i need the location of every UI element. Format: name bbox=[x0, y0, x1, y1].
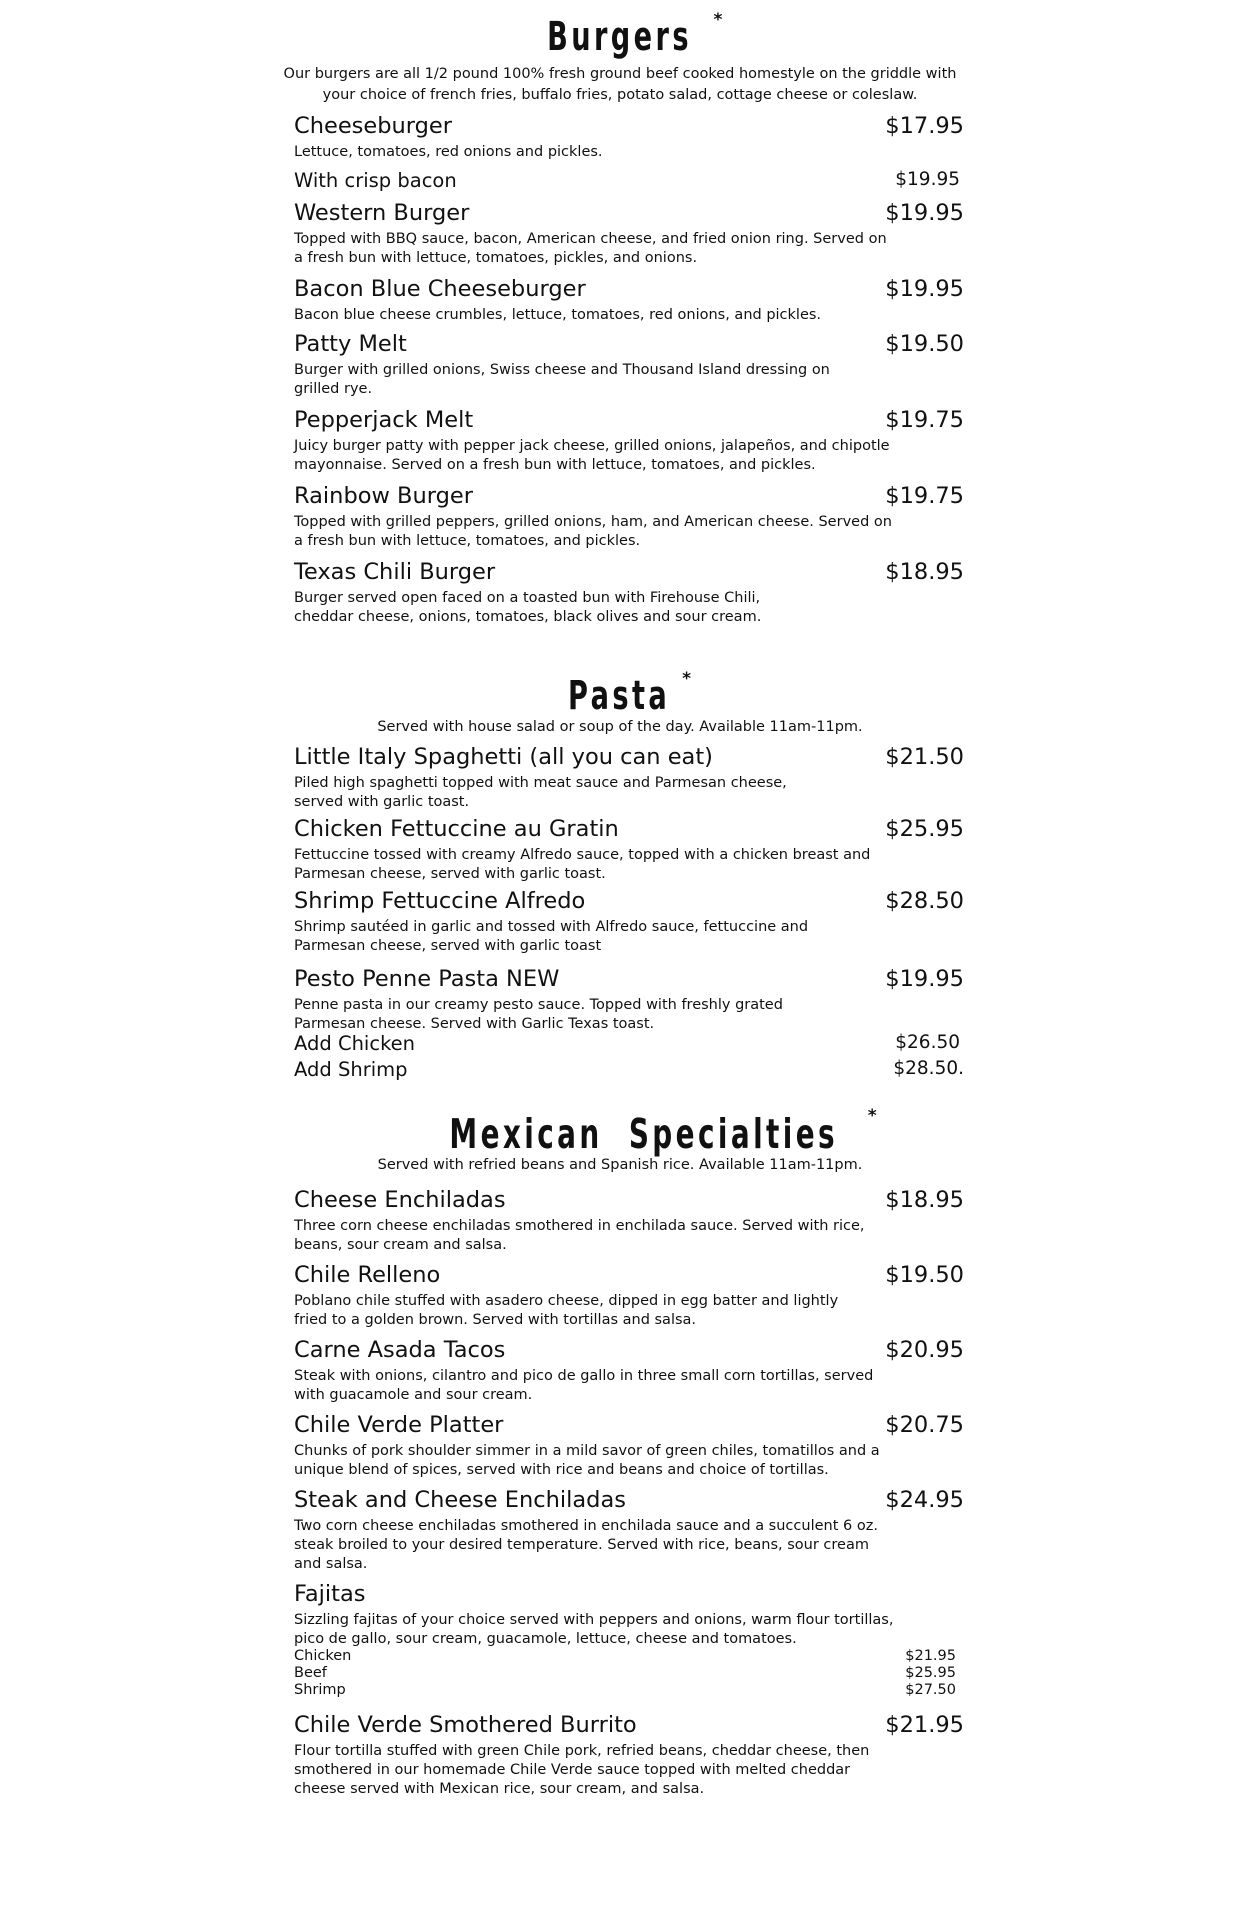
item-description: Piled high spaghetti topped with meat sauce and Parmesan cheese, served with garlic toast. bbox=[294, 775, 787, 810]
item-description: Topped with grilled peppers, grilled onions, ham, and American cheese. Served on a fresh bun with lettuce, tomatoes, and pickles. bbox=[294, 514, 892, 549]
menu-item-chicken-fettuccine bbox=[294, 816, 966, 884]
item-name: Texas Chili Burger bbox=[294, 559, 496, 585]
option-label: Beef bbox=[294, 1665, 327, 1681]
menu-item-chile-relleno bbox=[294, 1262, 966, 1330]
mexican-intro: Served with refried beans and Spanish rice. Available 11am-11pm. bbox=[377, 1157, 863, 1173]
menu-item-western-burger bbox=[294, 200, 966, 268]
item-price: $20.95 bbox=[885, 1337, 964, 1363]
item-name: Carne Asada Tacos bbox=[294, 1337, 506, 1363]
item-description: Flour tortilla stuffed with green Chile pork, refried beans, cheddar cheese, then smothered in our homemade Chile Verde sauce topped with melted cheddar cheese served with Mexican rice, sour cream, and salsa. bbox=[294, 1743, 870, 1797]
item-name: Chile Verde Smothered Burrito bbox=[294, 1712, 637, 1738]
add-shrimp-option bbox=[294, 1058, 966, 1084]
addon-price: $28.50. bbox=[893, 1058, 964, 1079]
menu-item-patty-melt bbox=[294, 331, 966, 399]
item-description: Shrimp sautéed in garlic and tossed with Alfredo sauce, fettuccine and Parmesan cheese, served with garlic toast bbox=[294, 919, 809, 954]
item-name: Fajitas bbox=[294, 1581, 366, 1607]
item-description: Penne pasta in our creamy pesto sauce. Topped with freshly grated Parmesan cheese. Served with Garlic Texas toast. bbox=[294, 997, 783, 1032]
item-price: $20.75 bbox=[885, 1412, 964, 1438]
menu-item-cheeseburger bbox=[294, 113, 966, 162]
burgers-intro: Our burgers are all 1/2 pound 100% fresh ground beef cooked homestyle on the griddle with your choice of french fries, buffalo fries, potato salad, cottage cheese or coleslaw. bbox=[283, 66, 957, 103]
menu-item-rainbow-burger bbox=[294, 483, 966, 551]
option-label: Shrimp bbox=[294, 1682, 346, 1698]
burgers-heading: Burgers * bbox=[546, 10, 723, 60]
item-name: Rainbow Burger bbox=[294, 483, 473, 509]
item-name: Chicken Fettuccine au Gratin bbox=[294, 816, 619, 842]
menu-item-shrimp-fettuccine bbox=[294, 888, 966, 956]
item-name: Patty Melt bbox=[294, 331, 407, 357]
menu-item-little-italy-spaghetti bbox=[294, 744, 966, 812]
item-description: Lettuce, tomatoes, red onions and pickles. bbox=[294, 144, 603, 160]
item-price: $28.50 bbox=[885, 888, 964, 914]
bacon-addon bbox=[294, 169, 966, 195]
item-description: Poblano chile stuffed with asadero cheese, dipped in egg batter and lightly fried to a golden brown. Served with tortillas and salsa. bbox=[294, 1293, 839, 1328]
item-price: $19.75 bbox=[885, 483, 964, 509]
item-name: Shrimp Fettuccine Alfredo bbox=[294, 888, 586, 914]
menu-item-chile-verde-burrito bbox=[294, 1712, 966, 1799]
menu-item-fajitas bbox=[294, 1581, 966, 1649]
item-price: $19.50 bbox=[885, 331, 964, 357]
item-price: $25.95 bbox=[885, 816, 964, 842]
item-price: $19.75 bbox=[885, 407, 964, 433]
item-description: Burger served open faced on a toasted bun with Firehouse Chili, cheddar cheese, onions, tomatoes, black olives and sour cream. bbox=[294, 590, 762, 625]
item-name: Pesto Penne Pasta NEW bbox=[294, 966, 560, 992]
pasta-heading: Pasta * bbox=[567, 669, 692, 719]
item-description: Chunks of pork shoulder simmer in a mild savor of green chiles, tomatillos and a unique blend of spices, served with rice and beans and choice of tortillas. bbox=[294, 1443, 880, 1478]
item-price: $18.95 bbox=[885, 1187, 964, 1213]
fajita-option-beef bbox=[294, 1665, 966, 1682]
item-description: Two corn cheese enchiladas smothered in enchilada sauce and a succulent 6 oz. steak broiled to your desired temperature. Served with rice, beans, sour cream and salsa. bbox=[294, 1518, 878, 1572]
menu-item-carne-asada-tacos bbox=[294, 1337, 966, 1405]
item-price: $19.50 bbox=[885, 1262, 964, 1288]
item-name: Pepperjack Melt bbox=[294, 407, 474, 433]
menu-item-chile-verde-platter bbox=[294, 1412, 966, 1480]
addon-price: $26.50 bbox=[895, 1032, 960, 1053]
option-price: $21.95 bbox=[905, 1648, 956, 1664]
mexican-heading: Mexican Specialties * bbox=[449, 1106, 877, 1158]
menu-item-pepperjack-melt bbox=[294, 407, 966, 475]
item-description: Steak with onions, cilantro and pico de gallo in three small corn tortillas, served with guacamole and sour cream. bbox=[294, 1368, 874, 1403]
item-price: $18.95 bbox=[885, 559, 964, 585]
item-description: Burger with grilled onions, Swiss cheese and Thousand Island dressing on grilled rye. bbox=[294, 362, 830, 397]
item-name: Western Burger bbox=[294, 200, 470, 226]
menu-item-bacon-blue-cheeseburger bbox=[294, 276, 966, 325]
item-name: Bacon Blue Cheeseburger bbox=[294, 276, 586, 302]
item-price: $19.95 bbox=[885, 276, 964, 302]
item-name: Chile Relleno bbox=[294, 1262, 441, 1288]
item-description: Fettuccine tossed with creamy Alfredo sauce, topped with a chicken breast and Parmesan cheese, served with garlic toast. bbox=[294, 847, 871, 882]
item-price: $24.95 bbox=[885, 1487, 964, 1513]
option-price: $25.95 bbox=[905, 1665, 956, 1681]
menu-item-cheese-enchiladas bbox=[294, 1187, 966, 1255]
item-description: Bacon blue cheese crumbles, lettuce, tomatoes, red onions, and pickles. bbox=[294, 307, 822, 323]
item-price: $21.50 bbox=[885, 744, 964, 770]
addon-label: Add Chicken bbox=[294, 1032, 416, 1055]
addon-price: $19.95 bbox=[895, 169, 960, 190]
fajita-option-chicken bbox=[294, 1648, 966, 1665]
item-name: Cheese Enchiladas bbox=[294, 1187, 506, 1213]
item-description: Three corn cheese enchiladas smothered in enchilada sauce. Served with rice, beans, sour cream and salsa. bbox=[294, 1218, 865, 1253]
option-price: $27.50 bbox=[905, 1682, 956, 1698]
add-chicken-option bbox=[294, 1032, 966, 1058]
item-description: Topped with BBQ sauce, bacon, American cheese, and fried onion ring. Served on a fresh bun with lettuce, tomatoes, pickles, and onions. bbox=[294, 231, 887, 266]
menu-item-steak-cheese-enchiladas bbox=[294, 1487, 966, 1574]
addon-label: With crisp bacon bbox=[294, 169, 457, 192]
item-name: Cheeseburger bbox=[294, 113, 452, 139]
item-price: $19.95 bbox=[885, 966, 964, 992]
menu-item-pesto-penne bbox=[294, 966, 966, 1034]
item-price: $17.95 bbox=[885, 113, 964, 139]
item-price: $21.95 bbox=[885, 1712, 964, 1738]
item-description: Sizzling fajitas of your choice served with peppers and onions, warm flour tortillas, pico de gallo, sour cream, guacamole, lettuce, cheese and tomatoes. bbox=[294, 1612, 894, 1647]
fajita-option-shrimp bbox=[294, 1682, 966, 1699]
menu-item-texas-chili-burger bbox=[294, 559, 966, 627]
option-label: Chicken bbox=[294, 1648, 352, 1664]
item-name: Chile Verde Platter bbox=[294, 1412, 504, 1438]
pasta-intro: Served with house salad or soup of the day. Available 11am-11pm. bbox=[377, 719, 863, 735]
item-price: $19.95 bbox=[885, 200, 964, 226]
item-name: Steak and Cheese Enchiladas bbox=[294, 1487, 626, 1513]
item-description: Juicy burger patty with pepper jack cheese, grilled onions, jalapeños, and chipotle mayonnaise. Served on a fresh bun with lettuce, tomatoes, and pickles. bbox=[294, 438, 890, 473]
item-name: Little Italy Spaghetti (all you can eat) bbox=[294, 744, 713, 770]
addon-label: Add Shrimp bbox=[294, 1058, 408, 1081]
